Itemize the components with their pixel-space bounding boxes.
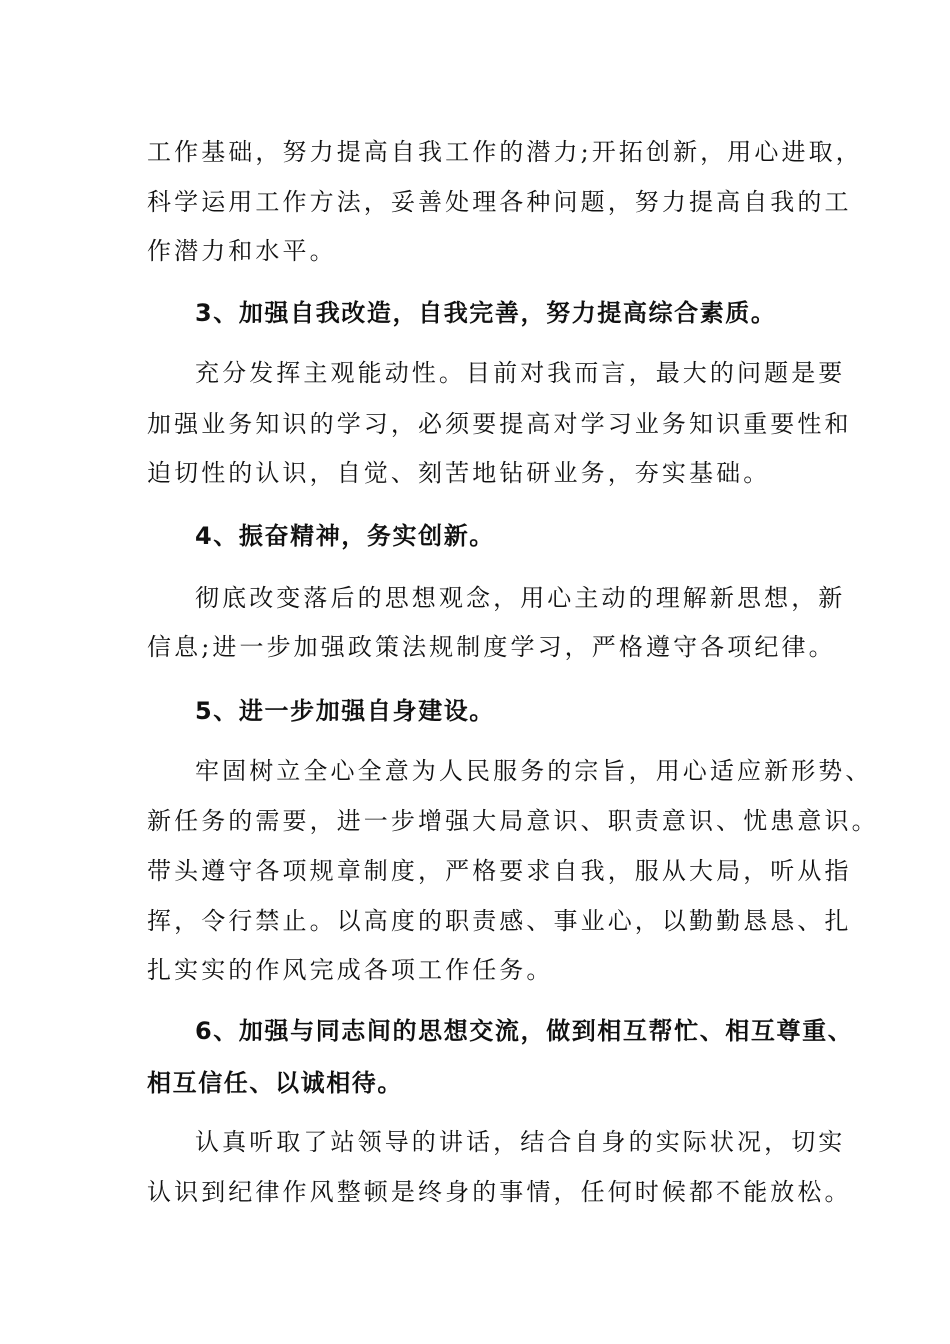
paragraph-4-line-3: 带头遵守各项规章制度，严格要求自我，服从大局，听从指: [147, 857, 852, 885]
paragraph-2-line-1: 充分发挥主观能动性。目前对我而言，最大的问题是要: [195, 359, 846, 387]
paragraph-4-line-4: 挥，令行禁止。以高度的职责感、事业心，以勤勤恳恳、扎: [147, 907, 852, 935]
heading-3: 3、加强自我改造，自我完善，努力提高综合素质。: [195, 299, 777, 327]
heading-6-line-1: 6、加强与同志间的思想交流，做到相互帮忙、相互尊重、: [195, 1017, 854, 1045]
paragraph-5-line-2: 认识到纪律作风整顿是终身的事情，任何时候都不能放松。: [147, 1178, 852, 1206]
paragraph-4-line-1: 牢固树立全心全意为人民服务的宗旨，用心适应新形势、: [195, 757, 873, 785]
paragraph-1-line-2: 科学运用工作方法，妥善处理各种问题，努力提高自我的工: [147, 188, 852, 216]
heading-6-line-2: 相互信任、以诚相待。: [147, 1069, 403, 1097]
paragraph-4-line-2: 新任务的需要，进一步增强大局意识、职责意识、忧患意识。: [147, 807, 879, 835]
heading-4: 4、振奋精神，务实创新。: [195, 522, 495, 550]
paragraph-2-line-3: 迫切性的认识，自觉、刻苦地钻研业务，夯实基础。: [147, 459, 771, 487]
paragraph-3-line-1: 彻底改变落后的思想观念，用心主动的理解新思想，新: [195, 584, 846, 612]
paragraph-4-line-5: 扎实实的作风完成各项工作任务。: [147, 956, 554, 984]
paragraph-1-line-3: 作潜力和水平。: [147, 237, 337, 265]
paragraph-1-line-1: 工作基础，努力提高自我工作的潜力;开拓创新，用心进取，: [147, 138, 863, 166]
heading-5: 5、进一步加强自身建设。: [195, 697, 495, 725]
paragraph-3-line-2: 信息;进一步加强政策法规制度学习，严格遵守各项纪律。: [147, 633, 836, 661]
paragraph-2-line-2: 加强业务知识的学习，必须要提高对学习业务知识重要性和: [147, 410, 852, 438]
paragraph-5-line-1: 认真听取了站领导的讲话，结合自身的实际状况，切实: [195, 1128, 846, 1156]
